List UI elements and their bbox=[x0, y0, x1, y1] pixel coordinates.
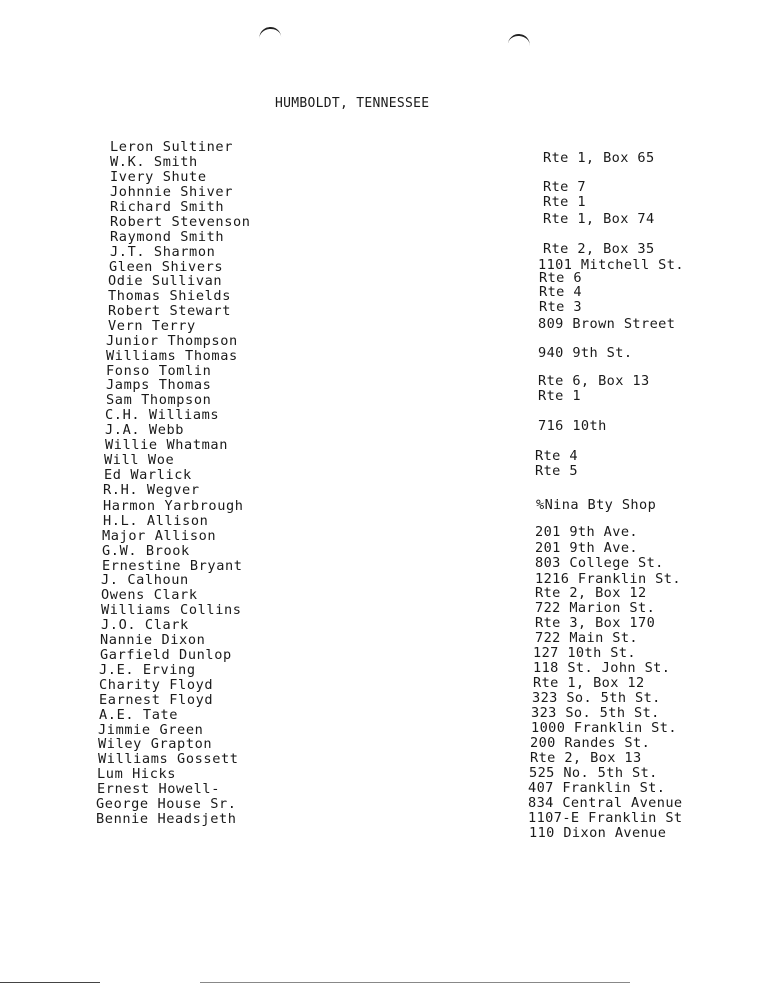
name-entry: J. Calhoun bbox=[101, 572, 189, 588]
name-entry: J.O. Clark bbox=[101, 617, 189, 633]
name-entry: Leron Sultiner bbox=[110, 139, 233, 155]
address-entry: %Nina Bty Shop bbox=[536, 497, 657, 513]
address-entry: Rte 3 bbox=[539, 299, 582, 315]
name-entry: Ed Warlick bbox=[104, 467, 192, 483]
address-entry: 803 College St. bbox=[535, 555, 664, 571]
address-entry: 1107-E Franklin St bbox=[528, 810, 683, 826]
name-entry: Willie Whatman bbox=[105, 437, 228, 453]
address-entry: 834 Central Avenue bbox=[528, 795, 683, 811]
name-entry: Thomas Shields bbox=[108, 288, 231, 304]
address-entry: 1216 Franklin St. bbox=[535, 571, 681, 587]
name-entry: J.T. Sharmon bbox=[110, 244, 216, 260]
name-entry: Earnest Floyd bbox=[99, 692, 214, 708]
name-entry: Odie Sullivan bbox=[108, 273, 223, 289]
name-entry: Williams Gossett bbox=[98, 751, 239, 767]
address-entry: 127 10th St. bbox=[533, 645, 637, 661]
name-entry: H.L. Allison bbox=[103, 513, 209, 529]
address-entry: 407 Franklin St. bbox=[528, 780, 666, 796]
name-entry: Gleen Shivers bbox=[109, 259, 224, 275]
address-entry: 200 Randes St. bbox=[530, 735, 651, 751]
address-entry: 323 So. 5th St. bbox=[531, 705, 660, 721]
name-entry: Wiley Grapton bbox=[98, 736, 213, 752]
name-entry: Ivery Shute bbox=[110, 169, 207, 185]
page-title: HUMBOLDT, TENNESSEE bbox=[275, 96, 430, 111]
address-entry: Rte 2, Box 13 bbox=[530, 750, 642, 766]
name-entry: C.H. Williams bbox=[105, 407, 220, 423]
name-entry: Major Allison bbox=[102, 528, 217, 544]
name-entry: Fonso Tomlin bbox=[106, 363, 212, 379]
name-entry: Williams Thomas bbox=[106, 348, 238, 364]
address-entry: Rte 4 bbox=[535, 448, 578, 464]
name-entry: Nannie Dixon bbox=[100, 632, 206, 648]
address-entry: Rte 2, Box 35 bbox=[543, 241, 655, 257]
address-entry: 201 9th Ave. bbox=[535, 540, 639, 556]
name-entry: Jamps Thomas bbox=[106, 377, 212, 393]
name-entry: Johnnie Shiver bbox=[110, 184, 233, 200]
bottom-rule-left bbox=[0, 982, 100, 983]
name-entry: George House Sr. bbox=[96, 796, 237, 812]
name-entry: Raymond Smith bbox=[110, 229, 225, 245]
address-entry: 722 Main St. bbox=[535, 630, 639, 646]
name-entry: Ernestine Bryant bbox=[102, 558, 243, 574]
name-entry: G.W. Brook bbox=[102, 543, 190, 559]
name-entry: Bennie Headsjeth bbox=[96, 811, 237, 827]
address-entry: Rte 7 bbox=[543, 179, 586, 195]
address-entry: Rte 6 bbox=[539, 270, 582, 286]
name-entry: Williams Collins bbox=[101, 602, 242, 618]
name-entry: R.H. Wegver bbox=[103, 482, 200, 498]
name-entry: Junior Thompson bbox=[106, 333, 238, 349]
name-entry: Ernest Howell- bbox=[97, 781, 220, 797]
name-entry: Owens Clark bbox=[101, 587, 198, 603]
address-entry: 118 St. John St. bbox=[533, 660, 671, 676]
address-entry: Rte 6, Box 13 bbox=[538, 373, 650, 389]
name-entry: J.A. Webb bbox=[105, 422, 185, 438]
name-entry: Vern Terry bbox=[108, 318, 196, 334]
address-entry: Rte 1, Box 65 bbox=[543, 150, 655, 166]
address-entry: 940 9th St. bbox=[538, 345, 633, 361]
name-entry: Will Woe bbox=[104, 452, 175, 468]
address-entry: 323 So. 5th St. bbox=[532, 690, 661, 706]
address-entry: 201 9th Ave. bbox=[535, 524, 639, 540]
address-entry: Rte 4 bbox=[539, 284, 582, 300]
address-entry: Rte 1 bbox=[538, 388, 581, 404]
address-entry: 1101 Mitchell St. bbox=[538, 257, 684, 273]
name-entry: Richard Smith bbox=[110, 199, 225, 215]
address-entry: 1000 Franklin St. bbox=[531, 720, 677, 736]
name-entry: J.E. Erving bbox=[99, 662, 196, 678]
name-entry: A.E. Tate bbox=[99, 707, 179, 723]
address-entry: 525 No. 5th St. bbox=[529, 765, 658, 781]
address-entry: Rte 2, Box 12 bbox=[535, 585, 647, 601]
name-entry: W.K. Smith bbox=[110, 154, 198, 170]
address-entry: Rte 1 bbox=[543, 194, 586, 210]
name-entry: Charity Floyd bbox=[99, 677, 214, 693]
address-entry: 722 Marion St. bbox=[535, 600, 656, 616]
address-entry: 716 10th bbox=[538, 418, 607, 434]
address-entry: Rte 1, Box 12 bbox=[533, 675, 645, 691]
name-entry: Robert Stevenson bbox=[110, 214, 251, 230]
name-entry: Garfield Dunlop bbox=[100, 647, 232, 663]
address-entry: 110 Dixon Avenue bbox=[529, 825, 667, 841]
name-entry: Lum Hicks bbox=[97, 766, 177, 782]
address-entry: Rte 5 bbox=[535, 463, 578, 479]
name-entry: Robert Stewart bbox=[108, 303, 231, 319]
address-entry: 809 Brown Street bbox=[538, 316, 676, 332]
bottom-rule-right bbox=[200, 982, 630, 983]
name-entry: Sam Thompson bbox=[106, 392, 212, 408]
address-entry: Rte 3, Box 170 bbox=[535, 615, 656, 631]
name-entry: Jimmie Green bbox=[98, 722, 204, 738]
name-entry: Harmon Yarbrough bbox=[103, 498, 244, 514]
address-entry: Rte 1, Box 74 bbox=[543, 211, 655, 227]
